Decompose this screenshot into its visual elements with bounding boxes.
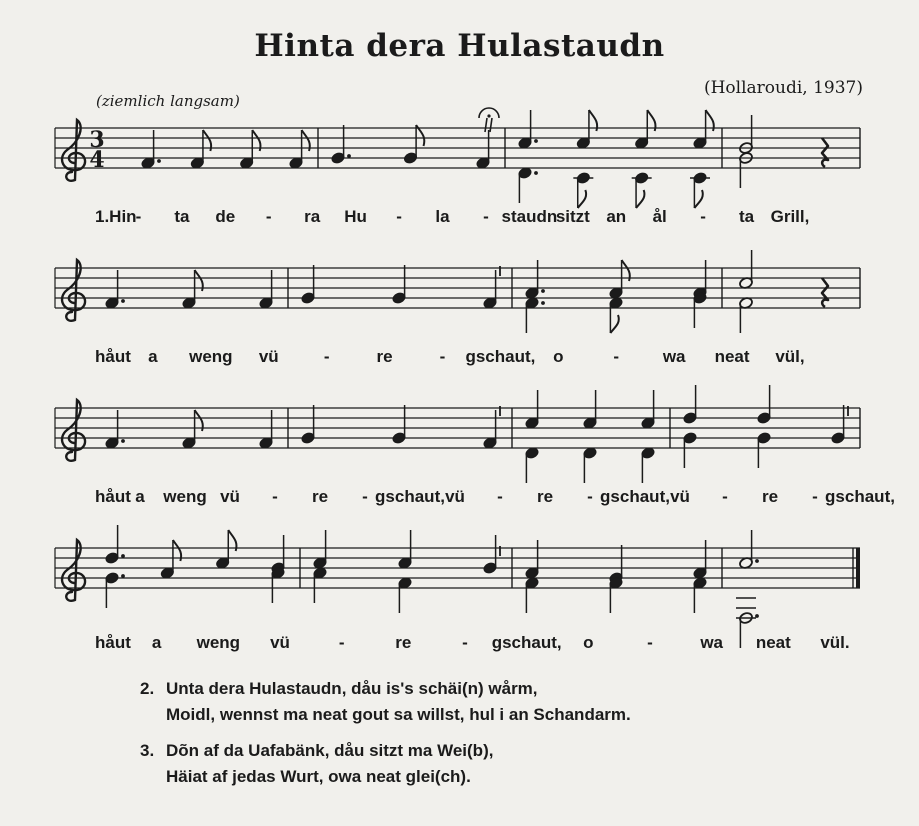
lyric-syllable: gschaut, — [825, 487, 895, 506]
caesura-mark — [485, 118, 487, 132]
lyric-syllable: - — [497, 487, 503, 506]
note-dot — [541, 289, 545, 293]
caesura-mark — [490, 118, 492, 132]
lyric-syllable: a — [151, 633, 162, 652]
lyric-syllable: - — [462, 633, 468, 652]
lyric-syllable: a — [135, 487, 145, 506]
note-flag — [694, 190, 702, 208]
lyric-syllable: vül, — [775, 347, 805, 366]
lyric-syllable: - — [812, 487, 818, 506]
treble-clef — [62, 400, 85, 461]
note-dot — [157, 159, 161, 163]
lyric-syllable: re — [395, 633, 412, 652]
note-dot — [121, 439, 125, 443]
lyric-syllable: wa — [662, 347, 686, 366]
lyric-syllable: de — [215, 207, 236, 226]
note-dot — [755, 559, 759, 563]
lyric-syllable: 1.Hin — [95, 207, 137, 226]
lyric-syllable: - — [338, 633, 345, 652]
lyric-syllable: vü — [270, 633, 290, 652]
staff-system — [55, 108, 860, 226]
lyric-syllable: gschaut, — [465, 347, 536, 366]
lyric-syllable: an — [606, 207, 627, 226]
lyric-syllable: - — [647, 633, 653, 652]
quarter-rest — [822, 138, 828, 167]
lyric-syllable: o — [583, 633, 594, 652]
verse-line: Moidl, wennst ma neat gout sa willst, hul i an Schandarm. — [166, 705, 631, 724]
lyric-syllable: re — [376, 347, 393, 366]
lyric-syllable: - — [323, 347, 330, 366]
lyric-syllable: gschaut, — [491, 633, 562, 652]
quarter-rest — [822, 278, 828, 307]
treble-clef — [62, 260, 85, 321]
lyric-syllable: o — [553, 347, 564, 366]
treble-clef — [62, 120, 85, 181]
lyric-syllable: wa — [700, 633, 724, 652]
lyric-syllable: - — [700, 207, 706, 226]
time-signature-top: 3 — [89, 127, 105, 153]
note-flag — [636, 190, 644, 208]
song-title: Hinta dera Hulastaudn — [254, 28, 665, 64]
lyric-syllable: - — [722, 487, 728, 506]
lyric-syllable: la — [435, 207, 450, 226]
lyric-syllable: gschaut, — [600, 487, 670, 506]
lyric-syllable: - — [362, 487, 368, 506]
note-dot — [534, 171, 538, 175]
lyric-syllable: vül. — [820, 633, 850, 652]
lyric-syllable: - — [396, 207, 402, 226]
lyric-syllable: håut — [95, 487, 131, 506]
lyric-syllable: - — [439, 347, 446, 366]
lyric-syllable: weng — [163, 487, 207, 506]
lyric-syllable: neat — [755, 633, 791, 652]
note-flag — [610, 315, 618, 333]
song-source: (Hollaroudi, 1937) — [703, 78, 863, 98]
lyric-syllable: weng — [196, 633, 241, 652]
lyric-syllable: - — [135, 207, 142, 226]
lyric-syllable: staudn — [501, 207, 558, 226]
lyric-syllable: Hu — [344, 207, 367, 226]
lyric-syllable: gschaut, — [375, 487, 445, 506]
staff-system — [55, 250, 860, 366]
lyric-syllable: håut — [95, 633, 131, 652]
note-dot — [121, 554, 125, 558]
staff-system — [55, 385, 895, 506]
lyric-syllable: vü — [220, 487, 240, 506]
lyric-syllable: - — [265, 207, 272, 226]
note-flag — [578, 190, 586, 208]
lyric-syllable: ra — [304, 207, 321, 226]
verse-3 — [140, 738, 631, 790]
lyric-syllable: weng — [189, 347, 233, 366]
lyric-syllable: håut — [95, 347, 131, 366]
staff-system — [55, 525, 860, 652]
lyric-syllable: re — [536, 487, 554, 506]
fermata-dot — [487, 114, 490, 117]
lyric-syllable: vü — [258, 347, 279, 366]
lyric-syllable: re — [311, 487, 329, 506]
note-dot — [347, 154, 351, 158]
note-dot — [534, 139, 538, 143]
note-dot — [121, 299, 125, 303]
lyric-syllable: sitzt — [555, 207, 590, 226]
lyric-syllable: vü — [670, 487, 690, 506]
verse-line: Unta dera Hulastaudn, dåu is's schäi(n) wårm, — [166, 679, 538, 698]
lyric-syllable: - — [483, 207, 489, 226]
lyric-syllable: Grill, — [770, 207, 810, 226]
time-signature-bottom: 4 — [89, 147, 105, 173]
lyric-syllable: neat — [714, 347, 750, 366]
verse-line: Häiat af jedas Wurt, owa neat glei(ch). — [166, 767, 471, 786]
lyric-syllable: - — [613, 347, 620, 366]
verse-number: 2. — [140, 679, 155, 698]
lyric-syllable: ål — [652, 207, 667, 226]
lyric-syllable: ta — [739, 207, 755, 226]
note-dot — [121, 574, 125, 578]
treble-clef — [62, 540, 85, 601]
note-dot — [755, 614, 759, 618]
lyric-syllable: vü — [445, 487, 465, 506]
verse-number: 3. — [140, 741, 155, 760]
verse-line: Dõn af da Uafabänk, dåu sitzt ma Wei(b), — [166, 741, 494, 760]
lyric-syllable: - — [587, 487, 593, 506]
additional-verses — [140, 676, 631, 800]
tempo-marking: (ziemlich langsam) — [96, 92, 240, 110]
lyric-syllable: - — [272, 487, 278, 506]
verse-2 — [140, 676, 631, 728]
lyric-syllable: a — [148, 347, 158, 366]
note-dot — [541, 301, 545, 305]
lyric-syllable: re — [761, 487, 779, 506]
lyric-syllable: ta — [174, 207, 190, 226]
